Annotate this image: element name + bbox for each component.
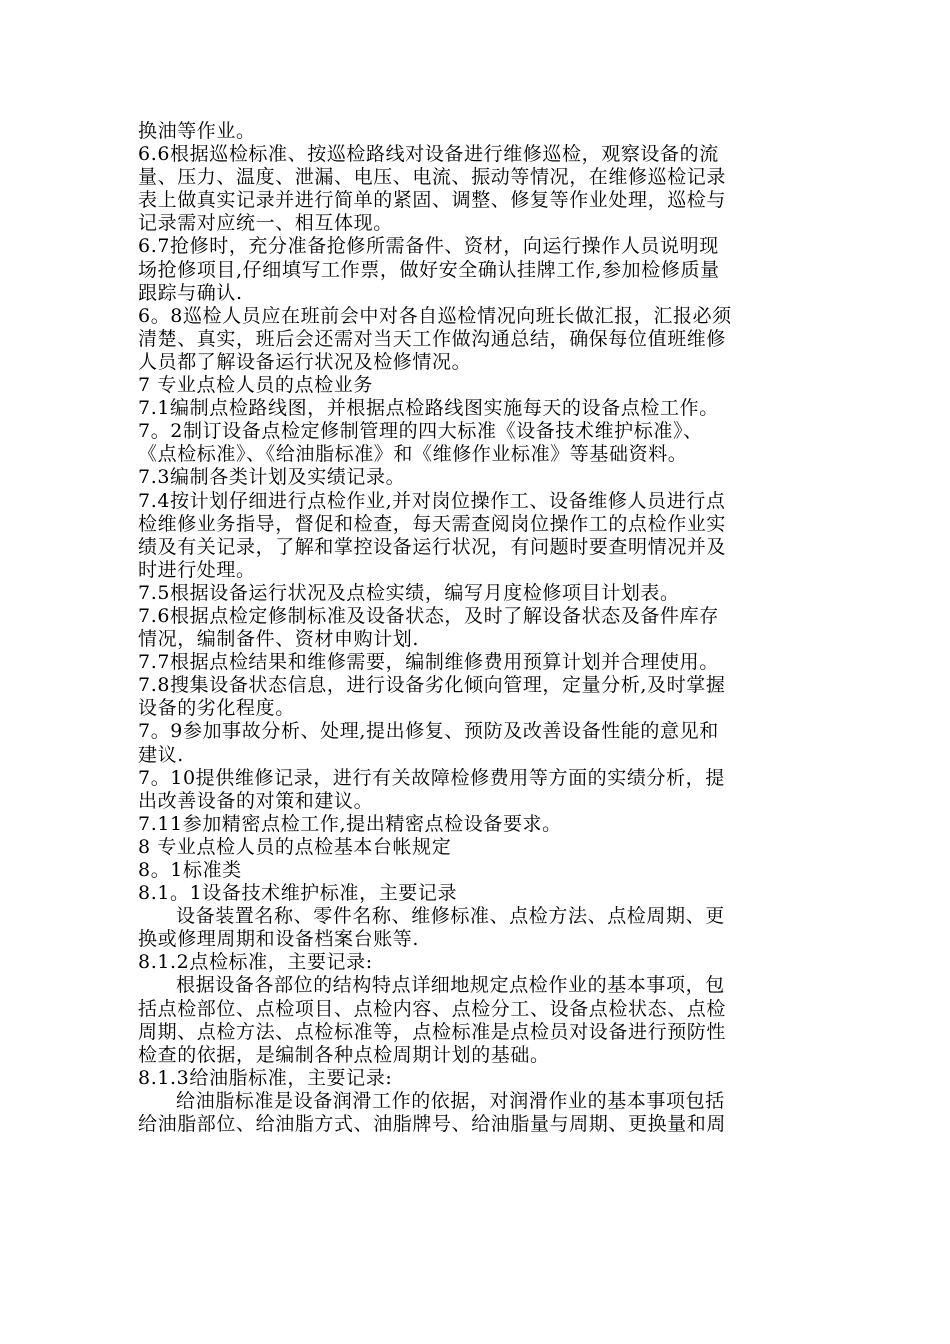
text-line: 设备的劣化程度。 [138,697,295,720]
text-line: 7.6根据点检定修制标准及设备状态，及时了解设备状态及备件库存 [138,604,719,627]
text-line: 时进行处理。 [138,558,256,581]
text-line: 建议. [138,743,184,766]
text-line: 8.1。1设备技术维护标准，主要记录 [138,882,458,905]
text-line: 记录需对应统一、相互体现。 [138,212,393,235]
text-line: 8。1标准类 [138,859,242,881]
text-line: 8 专业点检人员的点检基本台帐规定 [138,835,452,858]
text-line: 7.3编制各类计划及实绩记录。 [138,466,406,489]
text-line: 出改善设备的对策和建议。 [138,789,374,812]
text-line: 7。2制订设备点检定修制管理的四大标准《设备技术维护标准》、 [138,420,703,443]
text-line: 换油等作业。 [138,120,256,142]
text-line: 7.5根据设备运行状况及点检实绩，编写月度检修项目计划表。 [138,581,680,604]
text-line: 《点检标准》、《给油脂标准》和《维修作业标准》等基础资料。 [138,443,688,466]
text-line: 根据设备各部位的结构特点详细地规定点检作业的基本事项，包 [176,974,725,997]
text-line: 量、压力、温度、泄漏、电压、电流、振动等情况，在维修巡检记录 [138,166,727,189]
text-line: 设备装置名称、零件名称、维修标准、点检方法、点检周期、更 [176,905,725,928]
text-line: 7 专业点检人员的点检业务 [138,374,373,397]
text-line: 8.1.2点检标准，主要记录: [138,951,373,974]
text-line: 8.1.3给油脂标准，主要记录: [138,1066,393,1089]
text-line: 换或修理周期和设备档案台账等. [138,928,420,951]
text-line: 7。10提供维修记录，进行有关故障检修费用等方面的实绩分析，提 [138,766,725,789]
text-line: 6.7抢修时，充分准备抢修所需备件、资材，向运行操作人员说明现 [138,235,719,258]
text-line: 清楚、真实，班后会还需对当天工作做沟通总结，确保每位值班维修 [138,327,727,350]
text-line: 情况，编制备件、资材申购计划. [138,628,420,651]
text-line: 7.4按计划仔细进行点检作业,并对岗位操作工、设备维修人员进行点 [138,489,726,512]
text-line: 人员都了解设备运行状况及检修情况。 [138,350,472,373]
text-line: 周期、点检方法、点检标准等，点检标准是点检员对设备进行预防性 [138,1020,727,1043]
text-line: 7.7根据点检结果和维修需要，编制维修费用预算计划并合理使用。 [138,651,719,674]
text-line: 7.8搜集设备状态信息，进行设备劣化倾向管理，定量分析,及时掌握 [138,674,726,697]
text-line: 括点检部位、点检项目、点检内容、点检分工、设备点检状态、点检 [138,997,727,1020]
text-line: 6.6根据巡检标准、按巡检路线对设备进行维修巡检，观察设备的流 [138,143,719,166]
text-line: 给油脂标准是设备润滑工作的依据，对润滑作业的基本事项包括 [176,1089,725,1112]
text-line: 场抢修项目,仔细填写工作票，做好安全确认挂牌工作,参加检修质量 [138,258,720,281]
text-line: 7。9参加事故分析、处理,提出修复、预防及改善设备性能的意见和 [138,720,719,743]
text-line: 7.11参加精密点检工作,提出精密点检设备要求。 [138,812,562,835]
text-line: 检查的依据，是编制各种点检周期计划的基础。 [138,1043,550,1066]
text-line: 跟踪与确认. [138,281,243,304]
text-line: 6。8巡检人员应在班前会中对各自巡检情况向班长做汇报，汇报必须 [138,304,732,327]
text-line: 表上做真实记录并进行简单的紧固、调整、修复等作业处理，巡检与 [138,189,727,212]
text-line: 给油脂部位、给油脂方式、油脂牌号、给油脂量与周期、更换量和周 [138,1113,727,1136]
text-line: 检维修业务指导，督促和检查，每天需查阅岗位操作工的点检作业实 [138,512,727,535]
text-line: 7.1编制点检路线图，并根据点检路线图实施每天的设备点检工作。 [138,397,719,420]
document-body [138,120,818,1136]
text-line: 绩及有关记录，了解和掌控设备运行状况，有问题时要查明情况并及 [138,535,727,558]
